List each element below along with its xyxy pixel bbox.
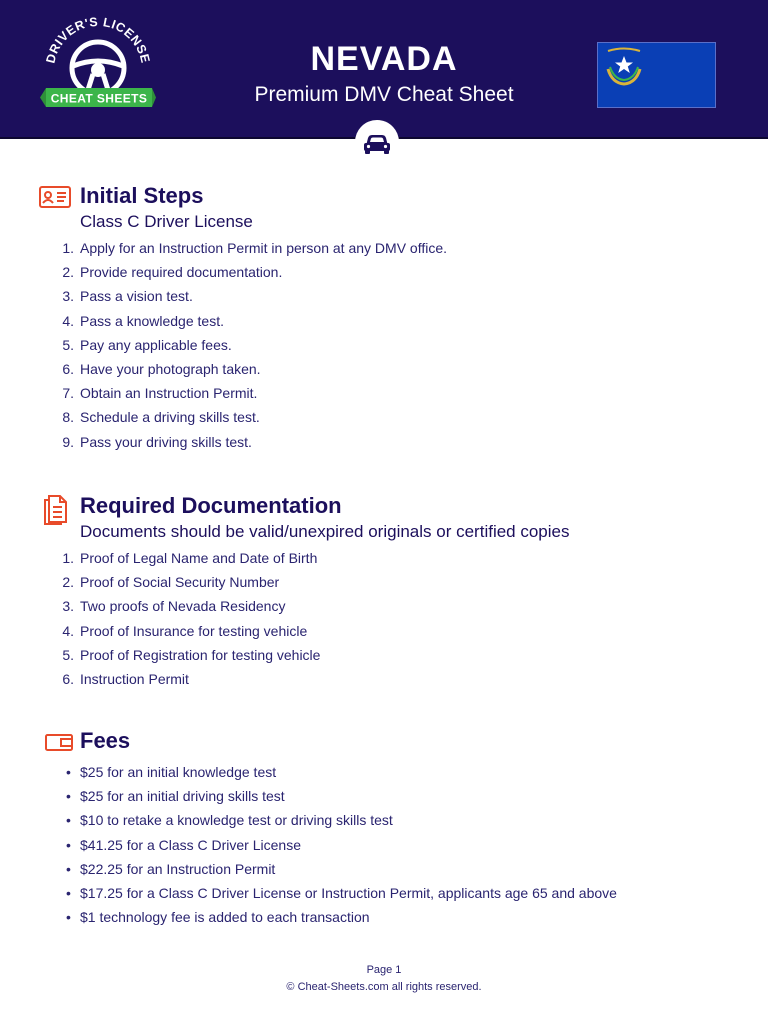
- page-title: NEVADA: [310, 40, 458, 78]
- list-item: 3. Pass a vision test.: [62, 288, 193, 305]
- page-number: Page 1: [366, 964, 402, 976]
- list-item: 1. Proof of Legal Name and Date of Birth: [62, 550, 318, 566]
- list-item: • $25 for an initial knowledge test: [66, 764, 277, 780]
- list-item: 1. Apply for an Instruction Permit in person at any DMV office.: [62, 240, 448, 256]
- list-item: 2. Provide required documentation.: [62, 264, 283, 281]
- svg-text:DRIVER'S LICENSE: DRIVER'S LICENSE: [43, 14, 153, 65]
- list-item: 2. Proof of Social Security Number: [62, 574, 280, 591]
- car-icon: [355, 120, 399, 164]
- initial-steps-heading: Initial Steps: [80, 183, 204, 208]
- list-item: • $10 to retake a knowledge test or driving skills test: [66, 812, 393, 829]
- required-documentation-list: [62, 546, 321, 691]
- list-item: 4. Proof of Insurance for testing vehicle: [62, 622, 308, 639]
- page-subtitle: Premium DMV Cheat Sheet: [254, 83, 514, 106]
- list-item: • $1 technology fee is added to each transaction: [66, 909, 370, 926]
- fees-heading: Fees: [80, 728, 131, 753]
- list-item: • $17.25 for a Class C Driver License or Instruction Permit, applicants age 65 and above: [66, 884, 617, 901]
- list-item: • $25 for an initial driving skills test: [66, 788, 285, 805]
- svg-text:CHEAT SHEETS: CHEAT SHEETS: [50, 91, 148, 106]
- wallet-icon: [44, 732, 74, 752]
- list-item: • $22.25 for an Instruction Permit: [66, 860, 276, 877]
- required-documentation-subtitle: Documents should be valid/unexpired originals or certified copies: [80, 522, 570, 541]
- required-documentation-heading: Required Documentation: [80, 493, 342, 518]
- list-item: 8. Schedule a driving skills test.: [62, 409, 260, 426]
- initial-steps-list: [62, 236, 448, 454]
- document-icon: [42, 494, 68, 526]
- header-banner: [0, 0, 768, 139]
- list-item: 7. Obtain an Instruction Permit.: [62, 385, 258, 402]
- list-item: 5. Proof of Registration for testing vehicle: [62, 646, 321, 663]
- fees-list: [66, 760, 617, 929]
- list-item: • $41.25 for a Class C Driver License: [66, 836, 301, 853]
- list-item: 9. Pass your driving skills test.: [62, 433, 252, 450]
- state-seal-icon: [598, 43, 715, 107]
- id-card-icon: [38, 185, 72, 209]
- list-item: 4. Pass a knowledge test.: [62, 312, 224, 329]
- car-badge: [355, 120, 399, 164]
- list-item: 5. Pay any applicable fees.: [62, 336, 232, 353]
- initial-steps-subtitle: Class C Driver License: [80, 212, 253, 231]
- list-item: 6. Instruction Permit: [62, 670, 189, 687]
- copyright-notice: © Cheat-Sheets.com all rights reserved.: [286, 981, 482, 993]
- nevada-flag: [597, 42, 716, 108]
- list-item: 3. Two proofs of Nevada Residency: [62, 598, 286, 615]
- list-item: 6. Have your photograph taken.: [62, 360, 261, 377]
